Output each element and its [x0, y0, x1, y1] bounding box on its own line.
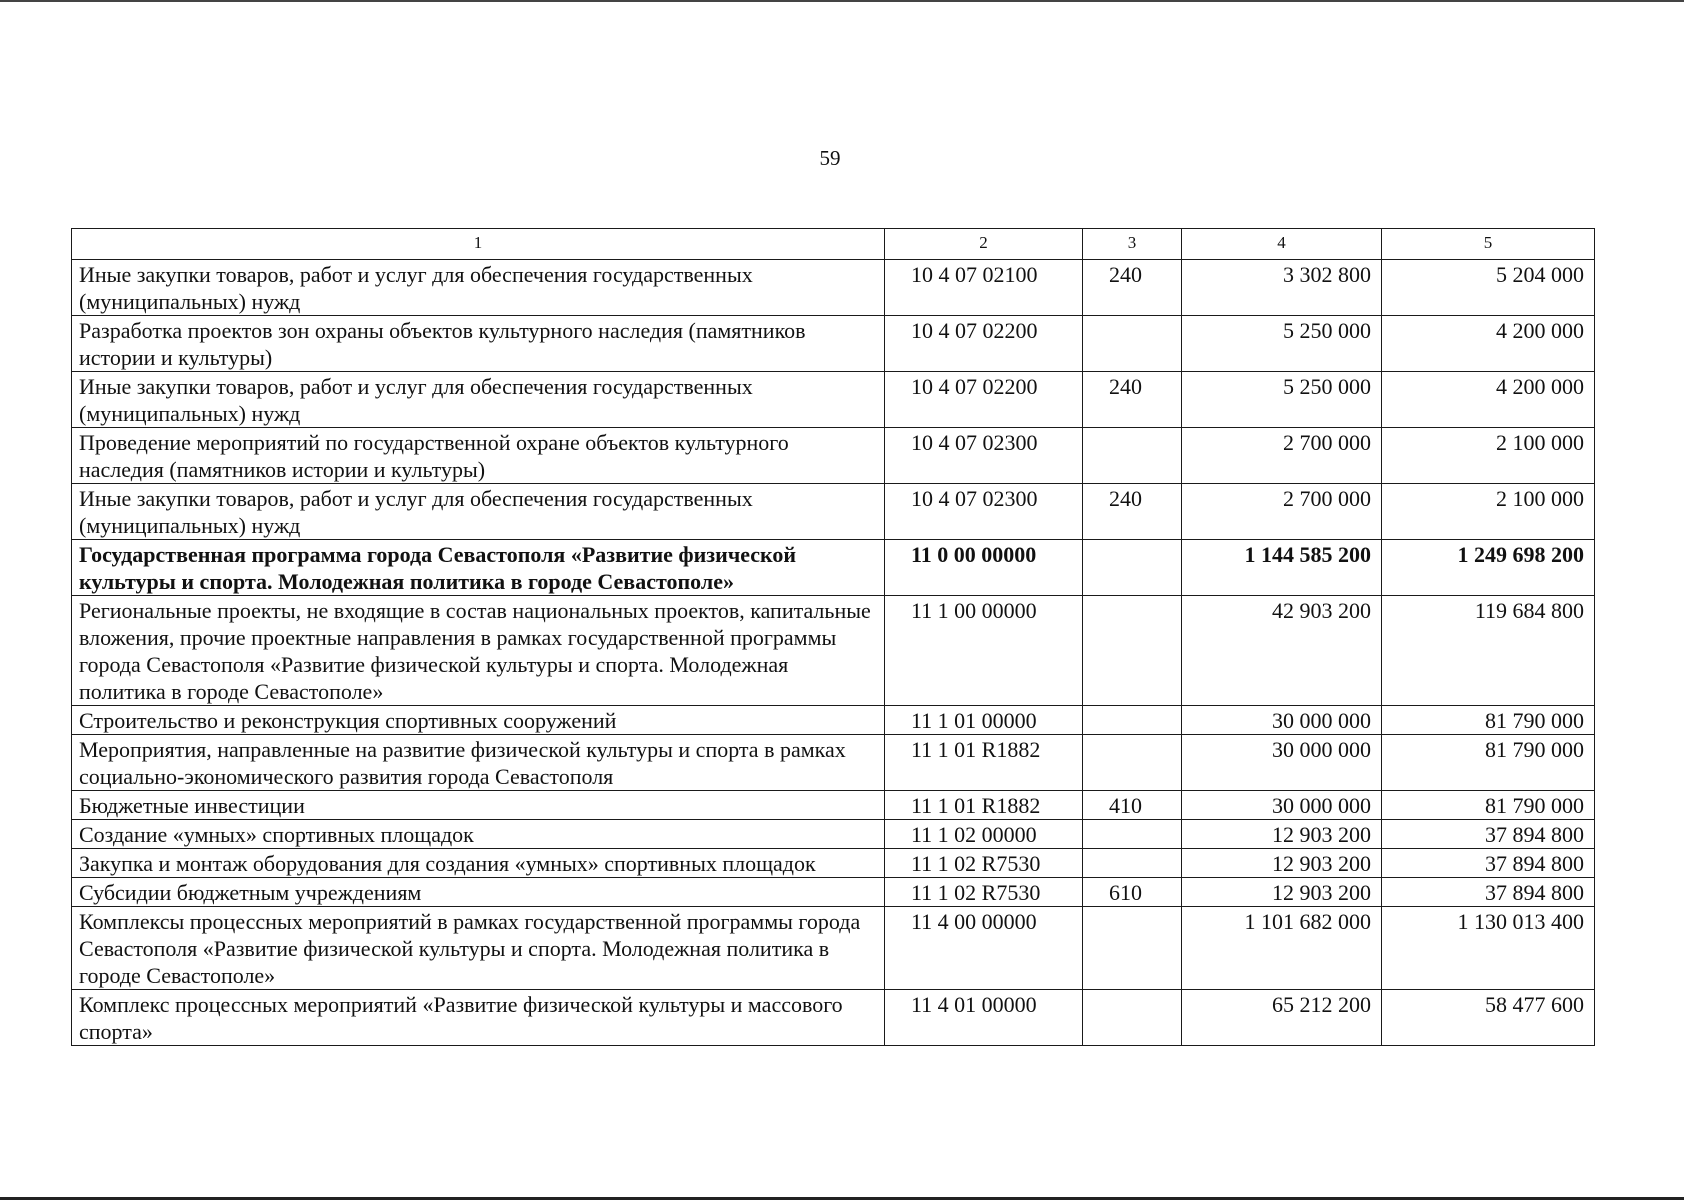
cell-amount-col4: 30 000 000 — [1182, 706, 1382, 735]
table-row — [72, 990, 1595, 1046]
cell-name: Иные закупки товаров, работ и услуг для обеспечения государственных (муниципальных) нужд — [72, 260, 885, 316]
cell-code: 11 1 02 00000 — [885, 820, 1083, 849]
cell-expense-type: 240 — [1083, 484, 1182, 540]
cell-code: 11 1 02 R7530 — [885, 849, 1083, 878]
cell-code: 11 1 01 R1882 — [885, 791, 1083, 820]
cell-expense-type — [1083, 735, 1182, 791]
cell-name: Государственная программа города Севастополя «Развитие физической культуры и спорта. Молодежная политика в городе Севастополе» — [72, 540, 885, 596]
cell-code: 11 4 01 00000 — [885, 990, 1083, 1046]
table-row — [72, 849, 1595, 878]
table-row — [72, 878, 1595, 907]
cell-amount-col4: 1 101 682 000 — [1182, 907, 1382, 990]
cell-amount-col5: 1 249 698 200 — [1382, 540, 1595, 596]
column-header: 4 — [1182, 229, 1382, 260]
table-row — [72, 735, 1595, 791]
table-row — [72, 907, 1595, 990]
table-row — [72, 540, 1595, 596]
table-header-row — [72, 229, 1595, 260]
cell-expense-type — [1083, 706, 1182, 735]
cell-code: 11 1 02 R7530 — [885, 878, 1083, 907]
cell-name: Закупка и монтаж оборудования для создания «умных» спортивных площадок — [72, 849, 885, 878]
cell-amount-col4: 5 250 000 — [1182, 372, 1382, 428]
cell-name: Субсидии бюджетным учреждениям — [72, 878, 885, 907]
table-row — [72, 316, 1595, 372]
table-row — [72, 706, 1595, 735]
cell-code: 10 4 07 02200 — [885, 316, 1083, 372]
cell-amount-col4: 30 000 000 — [1182, 791, 1382, 820]
cell-expense-type: 240 — [1083, 372, 1182, 428]
cell-amount-col5: 2 100 000 — [1382, 484, 1595, 540]
cell-amount-col4: 2 700 000 — [1182, 484, 1382, 540]
cell-name: Мероприятия, направленные на развитие физической культуры и спорта в рамках социально-экономического развития города Севастополя — [72, 735, 885, 791]
cell-amount-col4: 3 302 800 — [1182, 260, 1382, 316]
cell-expense-type — [1083, 316, 1182, 372]
cell-amount-col5: 58 477 600 — [1382, 990, 1595, 1046]
table-row — [72, 372, 1595, 428]
cell-amount-col4: 42 903 200 — [1182, 596, 1382, 706]
cell-amount-col5: 2 100 000 — [1382, 428, 1595, 484]
cell-name: Проведение мероприятий по государственной охране объектов культурного наследия (памятников истории и культуры) — [72, 428, 885, 484]
cell-code: 11 1 01 00000 — [885, 706, 1083, 735]
cell-amount-col5: 119 684 800 — [1382, 596, 1595, 706]
cell-code: 11 1 01 R1882 — [885, 735, 1083, 791]
table-row — [72, 820, 1595, 849]
cell-code: 10 4 07 02300 — [885, 428, 1083, 484]
table-body — [72, 260, 1595, 1046]
cell-amount-col5: 81 790 000 — [1382, 791, 1595, 820]
page-number: 59 — [819, 146, 841, 170]
cell-amount-col5: 1 130 013 400 — [1382, 907, 1595, 990]
cell-name: Строительство и реконструкция спортивных сооружений — [72, 706, 885, 735]
table-row — [72, 260, 1595, 316]
cell-amount-col4: 65 212 200 — [1182, 990, 1382, 1046]
cell-expense-type: 240 — [1083, 260, 1182, 316]
cell-expense-type — [1083, 907, 1182, 990]
cell-amount-col5: 81 790 000 — [1382, 735, 1595, 791]
cell-expense-type — [1083, 540, 1182, 596]
cell-name: Иные закупки товаров, работ и услуг для обеспечения государственных (муниципальных) нужд — [72, 484, 885, 540]
cell-expense-type — [1083, 596, 1182, 706]
table-row — [72, 791, 1595, 820]
cell-amount-col4: 2 700 000 — [1182, 428, 1382, 484]
cell-expense-type: 610 — [1083, 878, 1182, 907]
cell-amount-col5: 37 894 800 — [1382, 820, 1595, 849]
cell-expense-type — [1083, 428, 1182, 484]
cell-code: 10 4 07 02200 — [885, 372, 1083, 428]
cell-name: Региональные проекты, не входящие в состав национальных проектов, капитальные вложения, прочие проектные направления в рамках государственной программы города Севастополя «Развитие физической культуры и спорта. Молодежная политика в городе Севастополе» — [72, 596, 885, 706]
cell-amount-col5: 4 200 000 — [1382, 316, 1595, 372]
cell-amount-col4: 1 144 585 200 — [1182, 540, 1382, 596]
cell-expense-type — [1083, 990, 1182, 1046]
cell-code: 11 1 00 00000 — [885, 596, 1083, 706]
cell-amount-col4: 30 000 000 — [1182, 735, 1382, 791]
table-row — [72, 596, 1595, 706]
cell-expense-type: 410 — [1083, 791, 1182, 820]
budget-table — [71, 228, 1595, 1046]
cell-name: Иные закупки товаров, работ и услуг для обеспечения государственных (муниципальных) нужд — [72, 372, 885, 428]
cell-name: Разработка проектов зон охраны объектов культурного наследия (памятников истории и культуры) — [72, 316, 885, 372]
cell-amount-col5: 81 790 000 — [1382, 706, 1595, 735]
cell-amount-col5: 4 200 000 — [1382, 372, 1595, 428]
cell-name: Бюджетные инвестиции — [72, 791, 885, 820]
cell-code: 11 0 00 00000 — [885, 540, 1083, 596]
cell-amount-col4: 5 250 000 — [1182, 316, 1382, 372]
cell-expense-type — [1083, 849, 1182, 878]
cell-amount-col5: 5 204 000 — [1382, 260, 1595, 316]
cell-code: 11 4 00 00000 — [885, 907, 1083, 990]
page-top-edge — [0, 0, 1684, 2]
cell-amount-col4: 12 903 200 — [1182, 849, 1382, 878]
cell-code: 10 4 07 02100 — [885, 260, 1083, 316]
cell-amount-col4: 12 903 200 — [1182, 878, 1382, 907]
table-row — [72, 428, 1595, 484]
column-header: 5 — [1382, 229, 1595, 260]
cell-amount-col5: 37 894 800 — [1382, 878, 1595, 907]
cell-expense-type — [1083, 820, 1182, 849]
cell-code: 10 4 07 02300 — [885, 484, 1083, 540]
table-row — [72, 484, 1595, 540]
cell-name: Комплексы процессных мероприятий в рамках государственной программы города Севастополя «Развитие физической культуры и спорта. Молодежная политика в городе Севастополе» — [72, 907, 885, 990]
column-header: 1 — [72, 229, 885, 260]
column-header: 3 — [1083, 229, 1182, 260]
column-header: 2 — [885, 229, 1083, 260]
cell-amount-col5: 37 894 800 — [1382, 849, 1595, 878]
cell-amount-col4: 12 903 200 — [1182, 820, 1382, 849]
cell-name: Создание «умных» спортивных площадок — [72, 820, 885, 849]
cell-name: Комплекс процессных мероприятий «Развитие физической культуры и массового спорта» — [72, 990, 885, 1046]
